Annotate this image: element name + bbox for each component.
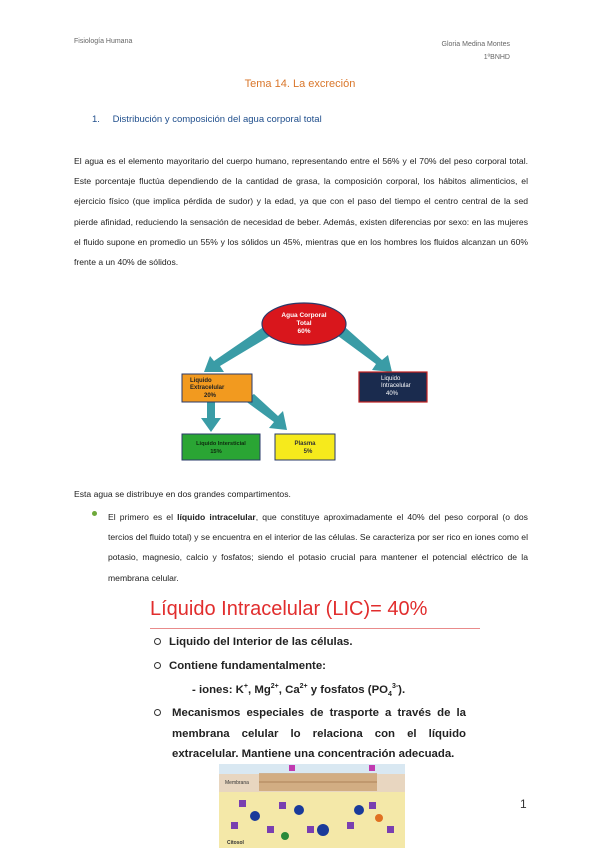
- bullet-icon: [92, 511, 97, 516]
- ion-mg: , Mg: [248, 683, 271, 696]
- slide-ions-line: [192, 683, 405, 698]
- ion-phosphate-sub: 4: [388, 691, 392, 699]
- bullet-intracelular: [92, 507, 528, 588]
- node-extracelular-line2: Extracelular: [190, 385, 225, 391]
- header-author: [442, 38, 510, 64]
- slide-title: Líquido Intracelular (LIC)= 40%: [150, 598, 428, 620]
- node-total-line2: Total: [296, 320, 312, 327]
- section-heading: [92, 114, 322, 125]
- node-plasma: [275, 434, 335, 460]
- node-plasma-line1: Plasma: [294, 441, 316, 447]
- arrow-total-to-extracelular: [204, 328, 270, 372]
- node-liquido-intersticial: [182, 434, 260, 460]
- node-plasma-line2: 5%: [303, 449, 313, 455]
- slide-item-1: [150, 636, 353, 648]
- water-distribution-diagram: [170, 300, 440, 470]
- ions-prefix: - iones:: [192, 683, 236, 696]
- ion-ca: , Ca: [278, 683, 300, 696]
- ion-phosphate: y fosfatos (PO: [307, 683, 389, 696]
- slide-item-3-text: Mecanismos especiales de trasporte a través de la membrana celular lo relaciona con el líquido extracelular. Mantiene una concentración adecuada.: [172, 707, 466, 760]
- body-paragraph: El agua es el elemento mayoritario del cuerpo humano, representando entre el 56% y el 70% del peso corporal total. Este porcentaje fluctúa dependiendo de la cantidad de grasa, la composición corporal, los hábitos alimenticios, el ejercicio físico (que implica pérdida de sudor) y la edad, ya que con el paso del tiempo el centro central de la sed pierde afinidad, reduciendo la sensación de necesidad de beber. Además, existen diferencias por sexo: en las mujeres el fluido supone en promedio un 55% y los sólidos un 45%, mientras que en los hombres los fluidos alcanzan un 60% frente a un 40% de sólidos.: [74, 156, 528, 268]
- bullet-prefix: El primero es el: [108, 512, 178, 522]
- slide-title-rule: [150, 628, 480, 629]
- node-liquido-intracelular: [359, 372, 427, 402]
- slide-item-1-text: Liquido del Interior de las células.: [169, 636, 353, 648]
- cytosol-label: Citosol: [227, 840, 244, 846]
- slide-item-3-bullet: [150, 707, 169, 719]
- circle-bullet-icon: [154, 709, 161, 716]
- node-liquido-extracelular: [182, 374, 252, 402]
- node-total-line3: 60%: [297, 328, 311, 335]
- node-extracelular-line3: 20%: [203, 393, 217, 399]
- node-agua-corporal-total: [262, 303, 346, 345]
- node-extracelular-line1: Liquido: [190, 378, 212, 384]
- slide-item-2-text: Contiene fundamentalmente:: [169, 660, 326, 672]
- page-title: Tema 14. La excreción: [244, 78, 356, 90]
- header-author-name: Gloria Medina Montes: [441, 41, 510, 48]
- arrow-extracelular-to-intersticial: [201, 400, 221, 432]
- slide-item-2: [150, 660, 326, 672]
- compartments-intro: Esta agua se distribuye en dos grandes compartimentos.: [74, 489, 291, 499]
- ion-k: K: [235, 683, 244, 696]
- membrane-label: Membrana: [225, 780, 249, 786]
- ion-ca-charge: 2+: [299, 683, 308, 690]
- bullet-text: [108, 507, 528, 588]
- phospholipid-layer: [259, 773, 377, 791]
- circle-bullet-icon: [154, 638, 161, 645]
- node-total-line1: Agua Corporal: [281, 312, 327, 319]
- page-number: 1: [520, 797, 527, 811]
- ion-phosphate-charge: 3-: [391, 683, 399, 690]
- section-number: 1.: [92, 114, 100, 125]
- arrow-total-to-intracelular: [338, 328, 392, 372]
- bullet-bold-term: líquido intracelular: [177, 512, 256, 522]
- node-intracelular-line1: Liquido: [381, 376, 401, 382]
- bullet-rest: , que constituye aproximadamente el 40% del peso corporal (o dos tercios del fluido total) y se encuentra en el interior de las células. Se caracteriza por ser rico en iones como el potasio, magnesio, calcio y fosfatos; siendo el potasio crucial para mantener el potencial eléctrico de la membrana celular.: [108, 512, 528, 583]
- circle-bullet-icon: [154, 662, 161, 669]
- ion-mg-charge: 2+: [270, 683, 279, 690]
- header-subject: Fisiología Humana: [74, 38, 133, 45]
- header-author-group: 1ºBNHD: [483, 54, 510, 61]
- membrane-illustration: [219, 764, 405, 848]
- node-intersticial-line2: 15%: [210, 449, 222, 455]
- ion-k-charge: +: [243, 683, 248, 690]
- node-intracelular-line2: Intracelular: [381, 383, 411, 389]
- node-intersticial-line1: Liquido Intersticial: [196, 441, 246, 447]
- node-intracelular-line3: 40%: [385, 391, 399, 397]
- section-title: Distribución y composición del agua corporal total: [112, 114, 322, 125]
- ions-end: ).: [398, 683, 406, 696]
